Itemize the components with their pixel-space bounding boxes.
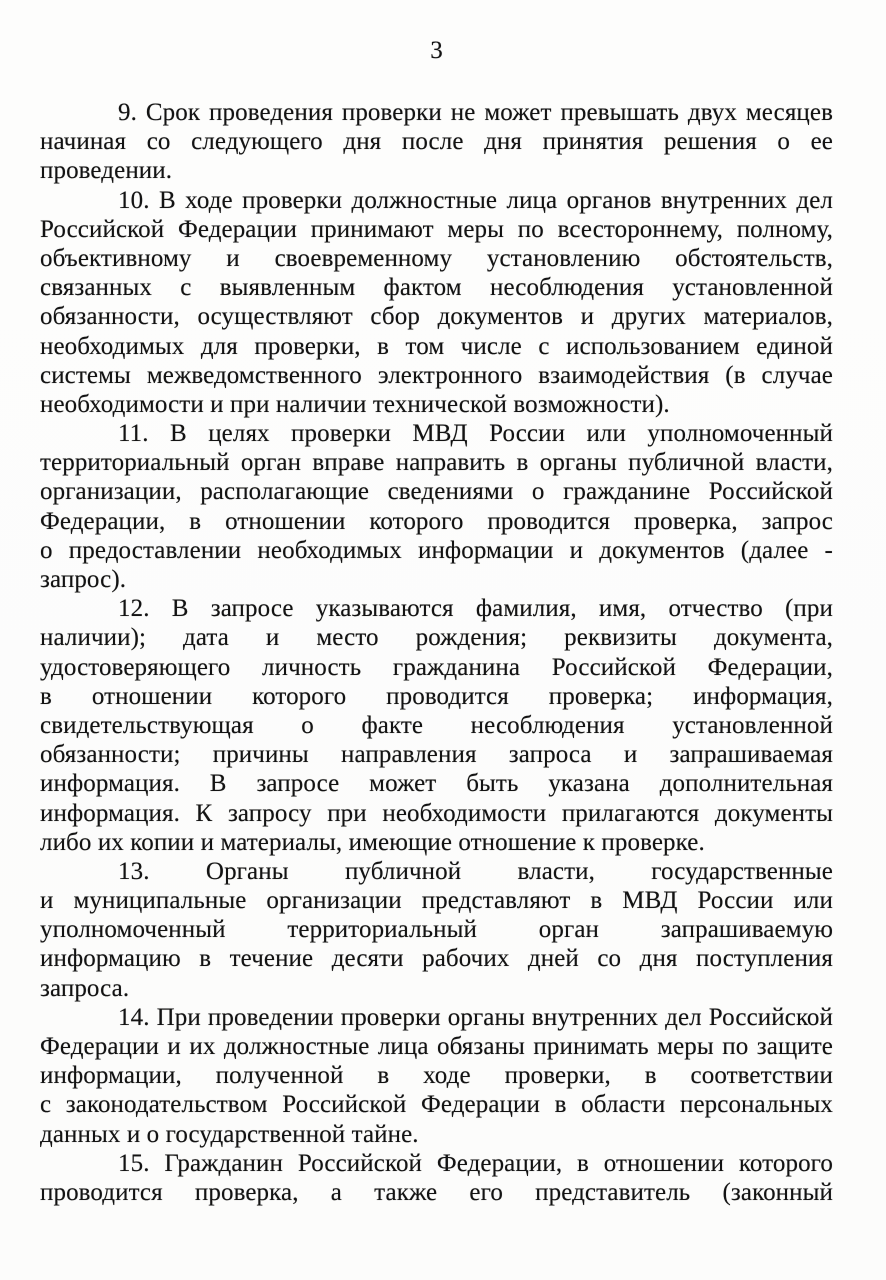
text-line: необходимых для проверки, в том числе с использованием единой — [40, 332, 833, 360]
text-line: информацию в течение десяти рабочих дней со дня поступления — [40, 945, 833, 973]
page-number: 3 — [430, 37, 443, 64]
text-line: объективному и своевременному установлению обстоятельств, — [40, 244, 833, 272]
paragraph-11 — [40, 419, 833, 594]
text-line: удостоверяющего личность гражданина Российской Федерации, — [40, 653, 833, 681]
text-line: начиная со следующего дня после дня принятия решения о ее — [40, 128, 833, 156]
paragraph-9 — [40, 98, 833, 186]
paragraph-13 — [40, 857, 833, 1003]
text-line: 14. При проведении проверки органы внутренних дел Российской — [118, 1003, 833, 1031]
text-line: уполномоченный территориальный орган запрашиваемую — [40, 916, 833, 944]
text-line: информация. К запросу при необходимости прилагаются документы — [40, 799, 833, 827]
text-line: обязанности, осуществляют сбор документов и других материалов, — [40, 303, 833, 331]
text-line: 10. В ходе проверки должностные лица органов внутренних дел — [118, 186, 833, 214]
text-line: запроса. — [40, 974, 130, 1002]
text-line: 13. Органы публичной власти, государственные — [118, 857, 833, 885]
text-line: территориальный орган вправе направить в органы публичной власти, — [40, 449, 833, 477]
text-line: системы межведомственного электронного взаимодействия (в случае — [40, 361, 833, 389]
text-line: свидетельствующая о факте несоблюдения установленной — [40, 711, 833, 739]
text-line: с законодательством Российской Федерации в области персональных — [40, 1091, 833, 1119]
text-line: необходимости и при наличии технической возможности). — [40, 390, 670, 418]
text-line: проводится проверка, а также его представитель (законный — [40, 1178, 833, 1206]
text-line: обязанности; причины направления запроса и запрашиваемая — [40, 741, 833, 769]
text-line: 12. В запросе указываются фамилия, имя, отчество (при — [118, 595, 833, 623]
text-line: информации, полученной в ходе проверки, в соответствии — [40, 1062, 833, 1090]
text-line: либо их копии и материалы, имеющие отношение к проверке. — [40, 828, 705, 856]
text-line: запрос). — [40, 566, 127, 593]
text-line: 15. Гражданин Российской Федерации, в отношении которого — [118, 1149, 833, 1177]
text-line: проведении. — [40, 157, 173, 185]
text-line: связанных с выявленным фактом несоблюдения установленной — [40, 274, 833, 302]
text-line: Российской Федерации принимают меры по всестороннему, полному, — [40, 215, 833, 243]
paragraph-15 — [40, 1149, 833, 1207]
paragraph-14 — [40, 1003, 833, 1149]
text-line: 11. В целях проверки МВД России или уполномоченный — [118, 420, 833, 448]
text-line: данных и о государственной тайне. — [40, 1120, 419, 1148]
document-body — [40, 98, 833, 1207]
text-line: организации, располагающие сведениями о гражданине Российской — [40, 478, 833, 506]
text-line: информация. В запросе может быть указана дополнительная — [40, 770, 833, 798]
text-line: Федерации, в отношении которого проводится проверка, запрос — [40, 507, 833, 535]
text-line: Федерации и их должностные лица обязаны принимать меры по защите — [40, 1033, 833, 1060]
text-line: наличии); дата и место рождения; реквизиты документа, — [40, 624, 833, 652]
text-line: и муниципальные организации представляют в МВД России или — [40, 887, 833, 915]
text-line: в отношении которого проводится проверка; информация, — [40, 682, 833, 710]
paragraph-10 — [40, 186, 833, 420]
paragraph-12 — [40, 594, 833, 857]
text-line: о предоставлении необходимых информации и документов (далее - — [40, 536, 833, 564]
text-line: 9. Срок проведения проверки не может превышать двух месяцев — [118, 99, 833, 126]
